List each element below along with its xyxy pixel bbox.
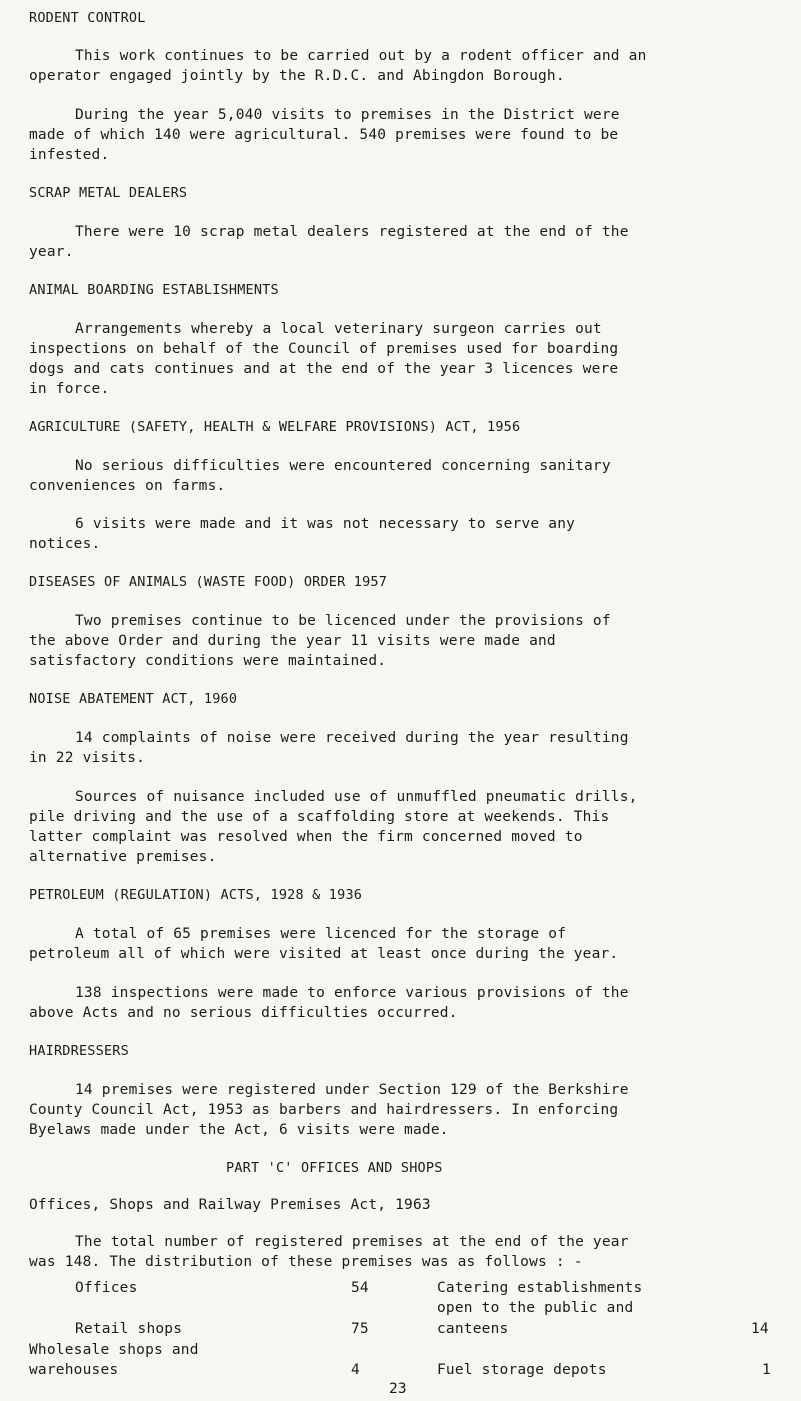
retail-value: 75	[351, 1321, 369, 1337]
heading-diseases-of-animals: DISEASES OF ANIMALS (WASTE FOOD) ORDER 1957	[29, 574, 388, 590]
text-line: operator engaged jointly by the R.D.C. and Abingdon Borough.	[29, 68, 565, 84]
fuel-value: 1	[762, 1362, 771, 1378]
wholesale-value: 4	[351, 1362, 360, 1378]
text-line: Byelaws made under the Act, 6 visits were made.	[29, 1122, 449, 1138]
heading-petroleum-acts: PETROLEUM (REGULATION) ACTS, 1928 & 1936	[29, 887, 363, 903]
text-line: A total of 65 premises were licenced for the storage of	[75, 926, 567, 942]
text-line: above Acts and no serious difficulties occurred.	[29, 1005, 458, 1021]
catering-label: open to the public and	[437, 1300, 634, 1316]
heading-noise-abatement: NOISE ABATEMENT ACT, 1960	[29, 691, 238, 707]
heading-rodent-control: RODENT CONTROL	[29, 10, 146, 26]
heading-scrap-metal-dealers: SCRAP METAL DEALERS	[29, 185, 188, 201]
text-line: year.	[29, 244, 74, 260]
text-line: made of which 140 were agricultural. 540 premises were found to be	[29, 127, 619, 143]
wholesale-label: Wholesale shops and	[29, 1342, 199, 1358]
text-line: was 148. The distribution of these premises was as follows : -	[29, 1254, 583, 1270]
text-line: 138 inspections were made to enforce various provisions of the	[75, 985, 629, 1001]
text-line: latter complaint was resolved when the firm concerned moved to	[29, 829, 583, 845]
text-line: 14 premises were registered under Section 129 of the Berkshire	[75, 1082, 629, 1098]
text-line: pile driving and the use of a scaffolding store at weekends. This	[29, 809, 610, 825]
text-line: Sources of nuisance included use of unmuffled pneumatic drills,	[75, 789, 638, 805]
text-line: 6 visits were made and it was not necessary to serve any	[75, 516, 576, 532]
part-c-title: PART 'C' OFFICES AND SHOPS	[226, 1160, 443, 1176]
text-line: During the year 5,040 visits to premises in the District were	[75, 107, 620, 123]
text-line: in 22 visits.	[29, 750, 146, 766]
text-line: Arrangements whereby a local veterinary surgeon carries out	[75, 321, 602, 337]
text-line: infested.	[29, 147, 110, 163]
offices-label: Offices	[75, 1280, 138, 1296]
retail-label: Retail shops	[75, 1321, 183, 1337]
wholesale-label: warehouses	[29, 1362, 119, 1378]
act-title: Offices, Shops and Railway Premises Act, 1963	[29, 1197, 431, 1213]
text-line: conveniences on farms.	[29, 478, 226, 494]
text-line: inspections on behalf of the Council of premises used for boarding	[29, 341, 619, 357]
text-line: The total number of registered premises at the end of the year	[75, 1234, 629, 1250]
text-line: alternative premises.	[29, 849, 217, 865]
text-line: Two premises continue to be licenced under the provisions of	[75, 613, 611, 629]
fuel-label: Fuel storage depots	[437, 1362, 607, 1378]
text-line: There were 10 scrap metal dealers registered at the end of the	[75, 224, 629, 240]
text-line: the above Order and during the year 11 visits were made and	[29, 633, 556, 649]
heading-agriculture-act: AGRICULTURE (SAFETY, HEALTH & WELFARE PROVISIONS) ACT, 1956	[29, 419, 521, 435]
catering-label: Catering establishments	[437, 1280, 643, 1296]
offices-value: 54	[351, 1280, 369, 1296]
text-line: satisfactory conditions were maintained.	[29, 653, 387, 669]
text-line: 14 complaints of noise were received during the year resulting	[75, 730, 629, 746]
text-line: No serious difficulties were encountered concerning sanitary	[75, 458, 611, 474]
catering-value: 14	[751, 1321, 769, 1337]
text-line: County Council Act, 1953 as barbers and hairdressers. In enforcing	[29, 1102, 619, 1118]
heading-animal-boarding: ANIMAL BOARDING ESTABLISHMENTS	[29, 282, 279, 298]
text-line: notices.	[29, 536, 101, 552]
heading-hairdressers: HAIRDRESSERS	[29, 1043, 129, 1059]
page-number: 23	[389, 1381, 407, 1397]
text-line: petroleum all of which were visited at least once during the year.	[29, 946, 619, 962]
text-line: This work continues to be carried out by a rodent officer and an	[75, 48, 647, 64]
text-line: dogs and cats continues and at the end of the year 3 licences were	[29, 361, 619, 377]
text-line: in force.	[29, 381, 110, 397]
catering-label: canteens	[437, 1321, 509, 1337]
